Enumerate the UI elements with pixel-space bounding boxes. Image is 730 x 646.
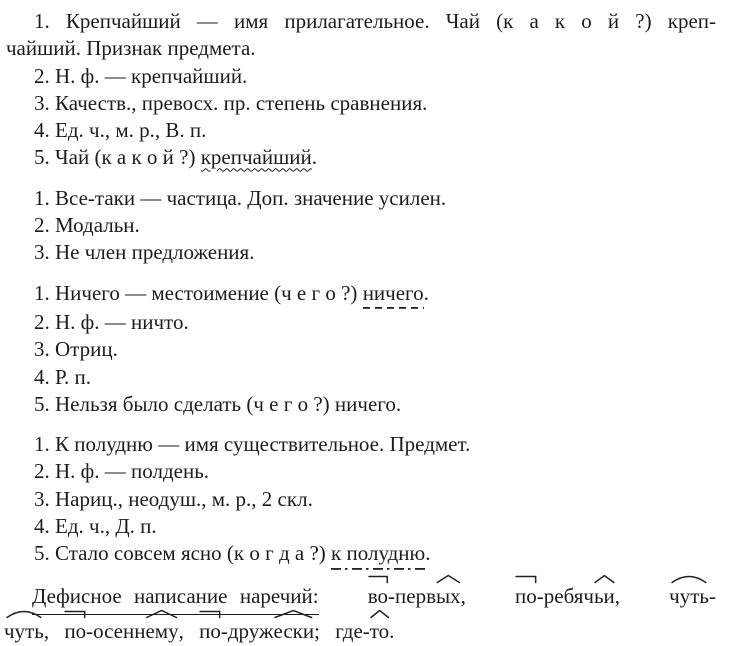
root-arc-icon [4, 610, 44, 618]
suffix-caret-icon [370, 610, 389, 618]
hyphen-adverbs-paragraph [4, 580, 718, 646]
list-item: 2. Н. ф. — ничто. [34, 309, 189, 334]
prefix-mark-icon [199, 610, 221, 618]
list-item: 3. Качеств., превосх. пр. степень сравнения. [34, 90, 428, 115]
list-item: 1. К полудню — имя существительное. Предмет. [34, 432, 471, 457]
punctuation: , [43, 618, 50, 643]
suffix-caret-icon [436, 575, 461, 583]
list-item: 5. Нельзя было сделать (ч е г о ?) ничего. [34, 391, 402, 416]
list-item: 2. Н. ф. — крепчайший. [34, 63, 248, 88]
text-segment: 5. Чай (к а к о й ?) [34, 145, 201, 170]
list-item: 2. Н. ф. — полдень. [34, 459, 210, 484]
dashdot-underlined-phrase: к полудню [331, 540, 425, 569]
adverb-word [669, 580, 716, 613]
analysis-block-noun [4, 431, 718, 569]
word-prefix: по [515, 583, 537, 608]
list-item [4, 280, 718, 309]
word-middle: -осенн [86, 618, 146, 643]
text-segment: . [423, 280, 429, 305]
list-item [4, 144, 718, 171]
paragraph-heading: Дефисное написание наречий: [32, 580, 319, 615]
prefix-mark-icon [515, 575, 537, 583]
text-line: чайший. Признак предмета. [6, 36, 256, 61]
punctuation: , [460, 583, 466, 608]
text-segment: 5. Стало совсем ясно (к о г д а ?) [34, 541, 332, 566]
suffix-caret-icon [594, 575, 615, 583]
text-segment: 1. Ничего — местоимение (ч е г о ?) [34, 280, 363, 305]
text-line [4, 615, 718, 646]
suffix-caret-icon [273, 610, 314, 618]
list-item: 4. Ед. ч., м. р., В. п. [34, 118, 207, 143]
list-item: 2. Модальн. [34, 213, 140, 238]
punctuation: - [709, 583, 716, 608]
word-suffix: то [369, 618, 390, 643]
dashed-underlined-word: ничего [363, 280, 424, 309]
word-prefix: по [64, 618, 87, 643]
word-prefix: по [199, 618, 221, 643]
analysis-block-particle [4, 185, 718, 267]
word-suffix: ему [145, 618, 179, 643]
adverb-word [368, 580, 466, 613]
list-item: 3. Нариц., неодуш., м. р., 2 скл. [34, 486, 313, 511]
word-middle: -друж [220, 618, 274, 643]
punctuation: ; [314, 618, 320, 643]
list-item: 4. Ед. ч., Д. п. [34, 514, 157, 539]
analysis-block-pronoun [4, 280, 718, 418]
punctuation: , [614, 583, 621, 608]
wavy-underlined-word: крепчайший [200, 145, 312, 170]
list-item [4, 8, 718, 35]
word-suffix: ых [436, 583, 461, 608]
suffix-caret-icon [145, 610, 178, 618]
list-item: 1. Все-таки — частица. Доп. значение усилен. [34, 185, 447, 210]
word-prefix: во [367, 583, 389, 608]
text-segment: . [425, 541, 431, 566]
word-suffix: ьи [593, 583, 615, 608]
adverb-word [199, 619, 320, 643]
analysis-block-adjective [4, 8, 718, 172]
adverb-word [4, 619, 49, 643]
adverb-word [335, 619, 394, 643]
list-item: 3. Не член предложения. [34, 240, 255, 265]
word-middle: -ребяч [536, 583, 594, 608]
punctuation: , [178, 618, 184, 643]
word-head: где- [335, 618, 370, 643]
prefix-mark-icon [64, 610, 86, 618]
word-suffix: ески [273, 618, 315, 643]
text-line [4, 580, 718, 615]
list-item: 3. Отриц. [34, 337, 118, 362]
text-segment: . [311, 145, 318, 170]
word-root: чуть [4, 618, 44, 643]
adverb-word [64, 619, 184, 643]
prefix-mark-icon [368, 575, 388, 583]
root-arc-icon [669, 575, 709, 583]
punctuation: . [389, 618, 395, 643]
text-line: 1. Крепчайший — имя прилагательное. Чай (к а к о й ?) креп- [34, 9, 716, 33]
word-root: чуть [669, 583, 709, 608]
adverb-word [515, 580, 620, 613]
list-item: 4. Р. п. [34, 364, 92, 389]
word-middle: -перв [388, 583, 436, 608]
list-item [4, 540, 718, 569]
